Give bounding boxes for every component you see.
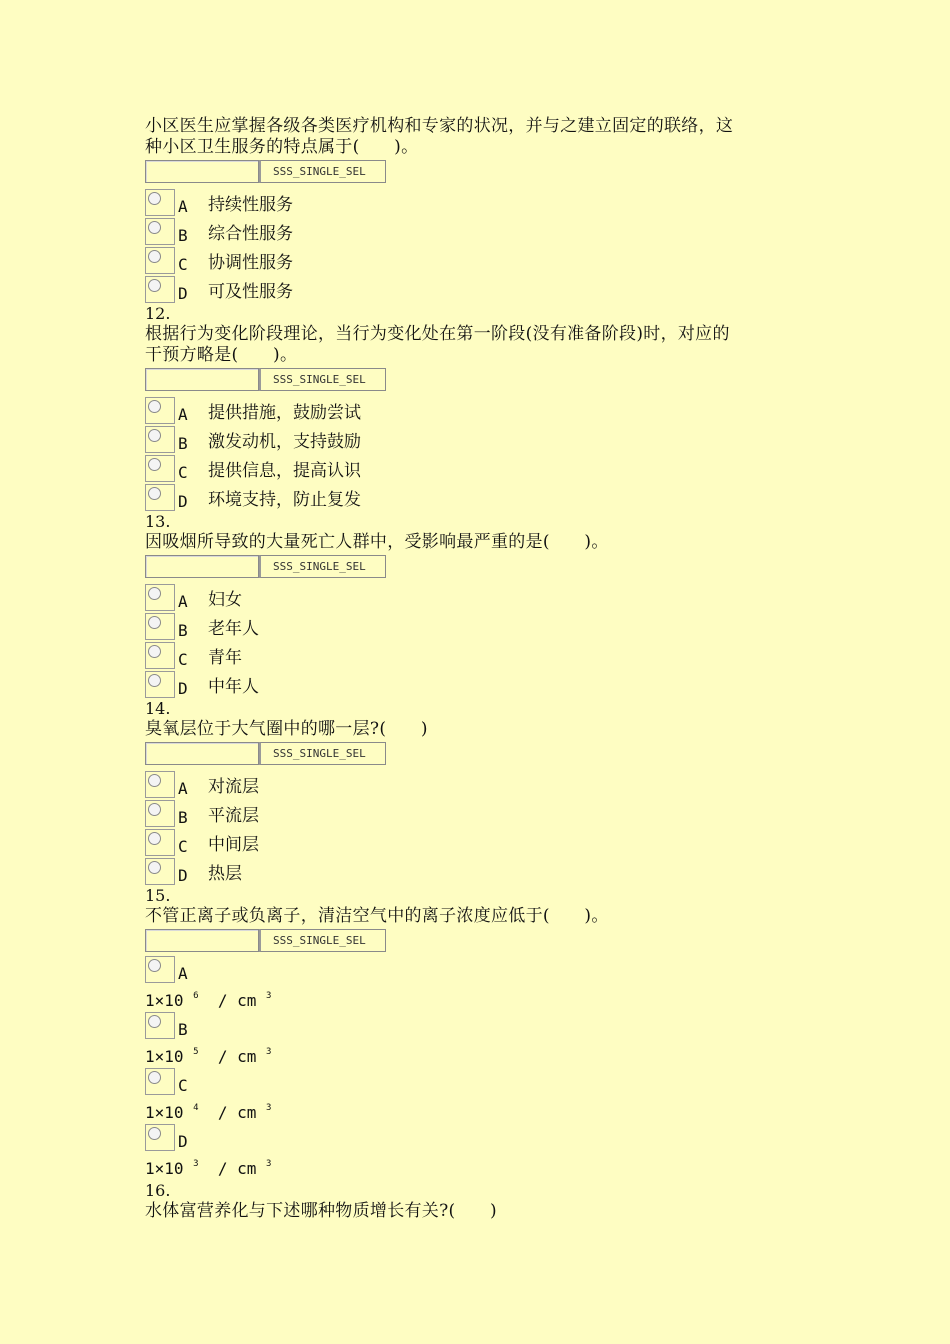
option-letter: C [178, 255, 188, 274]
radio-button[interactable] [148, 487, 161, 500]
radio-cell[interactable] [145, 247, 175, 274]
radio-button[interactable] [148, 1071, 161, 1084]
radio-cell[interactable] [145, 1068, 175, 1095]
value-unit: / cm [208, 1047, 257, 1066]
exam-page [145, 116, 805, 1222]
question-stem: 种小区卫生服务的特点属于( )。 [145, 137, 419, 157]
option-letter: D [178, 679, 188, 698]
option-text: 青年 [208, 648, 242, 668]
option-letter: A [178, 592, 188, 611]
option-letter: A [178, 405, 188, 424]
value-exponent: 3 [193, 1159, 199, 1169]
option-letter: A [178, 964, 188, 983]
radio-button[interactable] [148, 959, 161, 972]
option-text: 提供信息，提高认识 [208, 461, 361, 481]
question-number: 16. [145, 1181, 171, 1200]
option-text: 平流层 [208, 806, 259, 826]
radio-cell[interactable] [145, 858, 175, 885]
option-letter: B [178, 226, 188, 245]
value-exponent: 6 [193, 991, 199, 1001]
value-base: 1×10 [145, 1103, 184, 1122]
option-value [145, 1097, 805, 1124]
radio-cell[interactable] [145, 397, 175, 424]
question-14 [145, 698, 805, 885]
radio-button[interactable] [148, 861, 161, 874]
option-d[interactable] [145, 669, 805, 698]
radio-button[interactable] [148, 429, 161, 442]
radio-cell[interactable] [145, 613, 175, 640]
answer-input[interactable] [145, 929, 259, 952]
option-text: 环境支持，防止复发 [208, 490, 361, 510]
question-stem: 因吸烟所导致的大量死亡人群中，受影响最严重的是( )。 [145, 532, 609, 552]
radio-cell[interactable] [145, 800, 175, 827]
option-letter: C [178, 1076, 188, 1095]
unit-exponent: 3 [266, 1047, 272, 1057]
option-text: 激发动机，支持鼓励 [208, 432, 361, 452]
option-text: 热层 [208, 864, 242, 884]
option-b[interactable] [145, 1012, 805, 1041]
option-a[interactable] [145, 187, 805, 216]
answer-input[interactable] [145, 160, 259, 183]
radio-button[interactable] [148, 400, 161, 413]
radio-cell[interactable] [145, 956, 175, 983]
single-select-field[interactable]: SSS_SINGLE_SEL [259, 160, 386, 183]
option-a[interactable] [145, 956, 805, 985]
question-number: 15. [145, 886, 171, 905]
option-c[interactable] [145, 1068, 805, 1097]
option-d[interactable] [145, 1124, 805, 1153]
question-stem: 臭氧层位于大气圈中的哪一层?( ) [145, 719, 428, 739]
single-select-field[interactable]: SSS_SINGLE_SEL [259, 929, 386, 952]
value-unit: / cm [208, 1159, 257, 1178]
answer-row [145, 555, 805, 578]
radio-cell[interactable] [145, 584, 175, 611]
option-text: 中年人 [208, 677, 259, 697]
radio-cell[interactable] [145, 276, 175, 303]
radio-button[interactable] [148, 279, 161, 292]
option-value [145, 1041, 805, 1068]
question-15 [145, 885, 805, 1180]
option-text: 协调性服务 [208, 253, 293, 273]
radio-cell[interactable] [145, 1124, 175, 1151]
option-value [145, 985, 805, 1012]
radio-button[interactable] [148, 1127, 161, 1140]
question-number: 12. [145, 304, 171, 323]
question-stem: 根据行为变化阶段理论，当行为变化处在第一阶段(没有准备阶段)时，对应的 [145, 324, 730, 344]
single-select-field[interactable]: SSS_SINGLE_SEL [259, 555, 386, 578]
radio-button[interactable] [148, 832, 161, 845]
radio-button[interactable] [148, 774, 161, 787]
radio-button[interactable] [148, 674, 161, 687]
unit-exponent: 3 [266, 991, 272, 1001]
option-b[interactable] [145, 798, 805, 827]
radio-button[interactable] [148, 221, 161, 234]
question-11 [145, 116, 805, 303]
option-letter: B [178, 1020, 188, 1039]
option-letter: B [178, 434, 188, 453]
answer-input[interactable] [145, 742, 259, 765]
value-base: 1×10 [145, 991, 184, 1010]
option-d[interactable] [145, 856, 805, 885]
option-text: 可及性服务 [208, 282, 293, 302]
option-b[interactable] [145, 216, 805, 245]
option-value [145, 1153, 805, 1180]
question-number: 13. [145, 512, 171, 531]
radio-button[interactable] [148, 803, 161, 816]
answer-row [145, 368, 805, 391]
answer-input[interactable] [145, 368, 259, 391]
single-select-field[interactable]: SSS_SINGLE_SEL [259, 368, 386, 391]
question-16 [145, 1180, 805, 1222]
option-letter: B [178, 808, 188, 827]
radio-button[interactable] [148, 616, 161, 629]
option-letter: A [178, 197, 188, 216]
radio-cell[interactable] [145, 455, 175, 482]
value-unit: / cm [208, 1103, 257, 1122]
option-letter: C [178, 837, 188, 856]
radio-button[interactable] [148, 645, 161, 658]
radio-cell[interactable] [145, 642, 175, 669]
question-12 [145, 303, 805, 511]
unit-exponent: 3 [266, 1159, 272, 1169]
option-letter: D [178, 1132, 188, 1151]
radio-cell[interactable] [145, 484, 175, 511]
option-text: 持续性服务 [208, 195, 293, 215]
option-letter: C [178, 463, 188, 482]
value-base: 1×10 [145, 1159, 184, 1178]
option-text: 对流层 [208, 777, 259, 797]
option-text: 妇女 [208, 590, 242, 610]
question-number: 14. [145, 699, 171, 718]
radio-cell[interactable] [145, 1012, 175, 1039]
option-d[interactable] [145, 482, 805, 511]
radio-button[interactable] [148, 587, 161, 600]
option-c[interactable] [145, 640, 805, 669]
question-13 [145, 511, 805, 698]
option-c[interactable] [145, 827, 805, 856]
radio-button[interactable] [148, 1015, 161, 1028]
option-text: 提供措施，鼓励尝试 [208, 403, 361, 423]
option-b[interactable] [145, 424, 805, 453]
radio-cell[interactable] [145, 771, 175, 798]
radio-cell[interactable] [145, 189, 175, 216]
option-letter: C [178, 650, 188, 669]
option-letter: B [178, 621, 188, 640]
option-text: 综合性服务 [208, 224, 293, 244]
answer-input[interactable] [145, 555, 259, 578]
value-exponent: 4 [193, 1103, 199, 1113]
answer-row [145, 742, 805, 765]
option-letter: D [178, 284, 188, 303]
value-exponent: 5 [193, 1047, 199, 1057]
option-a[interactable] [145, 395, 805, 424]
option-text: 中间层 [208, 835, 259, 855]
question-stem: 不管正离子或负离子，清洁空气中的离子浓度应低于( )。 [145, 906, 609, 926]
radio-button[interactable] [148, 250, 161, 263]
option-letter: A [178, 779, 188, 798]
radio-cell[interactable] [145, 829, 175, 856]
option-d[interactable] [145, 274, 805, 303]
option-letter: D [178, 866, 188, 885]
question-stem: 小区医生应掌握各级各类医疗机构和专家的状况，并与之建立固定的联络，这 [145, 116, 734, 136]
option-text: 老年人 [208, 619, 259, 639]
answer-row [145, 160, 805, 183]
option-c[interactable] [145, 453, 805, 482]
option-c[interactable] [145, 245, 805, 274]
question-stem: 水体富营养化与下述哪种物质增长有关?( ) [145, 1201, 497, 1221]
radio-cell[interactable] [145, 671, 175, 698]
value-unit: / cm [208, 991, 257, 1010]
radio-cell[interactable] [145, 426, 175, 453]
unit-exponent: 3 [266, 1103, 272, 1113]
radio-cell[interactable] [145, 218, 175, 245]
option-a[interactable] [145, 769, 805, 798]
radio-button[interactable] [148, 192, 161, 205]
option-a[interactable] [145, 582, 805, 611]
option-b[interactable] [145, 611, 805, 640]
answer-row [145, 929, 805, 952]
question-stem: 干预方略是( )。 [145, 345, 298, 365]
value-base: 1×10 [145, 1047, 184, 1066]
option-letter: D [178, 492, 188, 511]
single-select-field[interactable]: SSS_SINGLE_SEL [259, 742, 386, 765]
radio-button[interactable] [148, 458, 161, 471]
